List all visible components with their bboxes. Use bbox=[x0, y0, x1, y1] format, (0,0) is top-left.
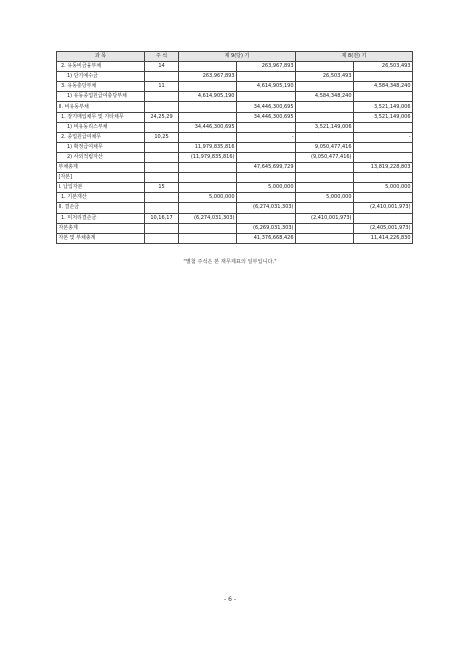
prior-detail-cell bbox=[296, 102, 354, 112]
current-total-cell bbox=[237, 142, 296, 152]
prior-detail-cell: 4,584,348,240 bbox=[296, 92, 354, 102]
account-cell: 1. 장기매입채무 및 기타채무 bbox=[57, 112, 145, 122]
note-cell bbox=[145, 223, 179, 233]
account-cell: 2. 유동비금융부채 bbox=[57, 62, 145, 72]
current-detail-cell bbox=[179, 163, 237, 173]
header-current-period: 제 9(당) 기 bbox=[179, 52, 296, 62]
account-cell: 1. 미처리결손금 bbox=[57, 213, 145, 223]
account-cell: 3. 유동충당부채 bbox=[57, 82, 145, 92]
current-detail-cell bbox=[179, 112, 237, 122]
prior-total-cell bbox=[354, 152, 413, 162]
note-cell: 14 bbox=[145, 62, 179, 72]
account-cell: 2. 종업원급여채무 bbox=[57, 132, 145, 142]
current-total-cell: 4,614,905,190 bbox=[237, 82, 296, 92]
note-cell: 11 bbox=[145, 82, 179, 92]
table-row bbox=[57, 92, 413, 102]
current-detail-cell bbox=[179, 102, 237, 112]
current-total-cell bbox=[237, 92, 296, 102]
balance-sheet-table bbox=[56, 51, 413, 244]
prior-total-cell bbox=[354, 213, 413, 223]
current-detail-cell bbox=[179, 173, 237, 183]
prior-total-cell bbox=[354, 173, 413, 183]
note-cell bbox=[145, 233, 179, 243]
prior-total-cell bbox=[354, 72, 413, 82]
account-cell: 1) 유동종업원급여충당부채 bbox=[57, 92, 145, 102]
prior-total-cell: 26,503,493 bbox=[354, 62, 413, 72]
prior-total-cell: 4,584,348,240 bbox=[354, 82, 413, 92]
prior-detail-cell bbox=[296, 183, 354, 193]
prior-total-cell bbox=[354, 92, 413, 102]
prior-detail-cell bbox=[296, 163, 354, 173]
prior-total-cell bbox=[354, 142, 413, 152]
prior-total-cell bbox=[354, 122, 413, 132]
current-detail-cell: 34,446,300,695 bbox=[179, 122, 237, 132]
table-row bbox=[57, 183, 413, 193]
table-row bbox=[57, 233, 413, 243]
account-cell: 1) 비유동리스부채 bbox=[57, 122, 145, 132]
account-cell: 1) 단기예수금 bbox=[57, 72, 145, 82]
prior-total-cell: 13,819,228,803 bbox=[354, 163, 413, 173]
note-cell bbox=[145, 163, 179, 173]
table-row bbox=[57, 152, 413, 162]
table-row bbox=[57, 132, 413, 142]
current-detail-cell bbox=[179, 183, 237, 193]
note-cell bbox=[145, 173, 179, 183]
current-total-cell: (6,274,031,303) bbox=[237, 203, 296, 213]
current-detail-cell: 4,614,905,190 bbox=[179, 92, 237, 102]
table-row bbox=[57, 102, 413, 112]
account-cell: II. 결손금 bbox=[57, 203, 145, 213]
prior-total-cell: 3,521,149,006 bbox=[354, 102, 413, 112]
current-total-cell bbox=[237, 122, 296, 132]
current-detail-cell: (6,274,031,303) bbox=[179, 213, 237, 223]
account-cell: II. 비유동부채 bbox=[57, 102, 145, 112]
note-cell bbox=[145, 122, 179, 132]
current-detail-cell bbox=[179, 233, 237, 243]
prior-detail-cell bbox=[296, 62, 354, 72]
current-detail-cell: 5,000,000 bbox=[179, 193, 237, 203]
prior-detail-cell bbox=[296, 203, 354, 213]
table-row bbox=[57, 163, 413, 173]
prior-total-cell: 11,414,226,830 bbox=[354, 233, 413, 243]
prior-total-cell: 5,000,000 bbox=[354, 183, 413, 193]
current-total-cell bbox=[237, 72, 296, 82]
prior-detail-cell bbox=[296, 112, 354, 122]
current-total-cell bbox=[237, 152, 296, 162]
account-cell: 2) 사외적립자산 bbox=[57, 152, 145, 162]
header-account: 과 목 bbox=[57, 52, 145, 62]
account-cell: 자본 및 부채총계 bbox=[57, 233, 145, 243]
note-cell: 15 bbox=[145, 183, 179, 193]
current-total-cell: 5,000,000 bbox=[237, 183, 296, 193]
prior-detail-cell: (9,050,477,416) bbox=[296, 152, 354, 162]
note-cell bbox=[145, 102, 179, 112]
current-total-cell bbox=[237, 193, 296, 203]
current-total-cell bbox=[237, 213, 296, 223]
prior-detail-cell: 26,503,493 bbox=[296, 72, 354, 82]
account-cell: [자본] bbox=[57, 173, 145, 183]
table-row bbox=[57, 112, 413, 122]
account-cell: I. 납입자본 bbox=[57, 183, 145, 193]
note-cell bbox=[145, 203, 179, 213]
prior-detail-cell bbox=[296, 82, 354, 92]
account-cell: 자본총계 bbox=[57, 223, 145, 233]
prior-detail-cell: 3,521,149,006 bbox=[296, 122, 354, 132]
current-total-cell: 47,645,699,729 bbox=[237, 163, 296, 173]
current-detail-cell bbox=[179, 62, 237, 72]
table-row bbox=[57, 223, 413, 233]
prior-total-cell: (2,405,001,973) bbox=[354, 223, 413, 233]
prior-detail-cell bbox=[296, 132, 354, 142]
table-row bbox=[57, 122, 413, 132]
current-total-cell: 41,376,668,426 bbox=[237, 233, 296, 243]
note-cell bbox=[145, 72, 179, 82]
header-prior-period: 제 8(전) 기 bbox=[296, 52, 413, 62]
current-total-cell: 34,446,300,695 bbox=[237, 112, 296, 122]
prior-total-cell: - bbox=[354, 132, 413, 142]
current-detail-cell: (11,979,835,816) bbox=[179, 152, 237, 162]
prior-total-cell: 3,521,149,006 bbox=[354, 112, 413, 122]
current-detail-cell bbox=[179, 223, 237, 233]
prior-total-cell: (2,410,001,973) bbox=[354, 203, 413, 213]
table-row bbox=[57, 72, 413, 82]
current-total-cell bbox=[237, 173, 296, 183]
table-row bbox=[57, 193, 413, 203]
current-total-cell: 263,967,893 bbox=[237, 62, 296, 72]
current-total-cell: - bbox=[237, 132, 296, 142]
page-number: - 6 - bbox=[224, 596, 236, 603]
prior-detail-cell: (2,410,001,973) bbox=[296, 213, 354, 223]
current-total-cell: (6,269,031,303) bbox=[237, 223, 296, 233]
note-cell bbox=[145, 193, 179, 203]
account-cell: 부채총계 bbox=[57, 163, 145, 173]
table-row bbox=[57, 173, 413, 183]
note-cell bbox=[145, 152, 179, 162]
table-header-row bbox=[57, 52, 413, 62]
current-detail-cell bbox=[179, 203, 237, 213]
current-total-cell: 34,446,300,695 bbox=[237, 102, 296, 112]
table-row bbox=[57, 82, 413, 92]
prior-detail-cell: 9,050,477,416 bbox=[296, 142, 354, 152]
header-note: 주 석 bbox=[145, 52, 179, 62]
account-cell: 1) 확정급여채무 bbox=[57, 142, 145, 152]
prior-total-cell bbox=[354, 193, 413, 203]
current-detail-cell bbox=[179, 82, 237, 92]
current-detail-cell bbox=[179, 132, 237, 142]
account-cell: 1. 기본재산 bbox=[57, 193, 145, 203]
prior-detail-cell bbox=[296, 223, 354, 233]
prior-detail-cell: 5,000,000 bbox=[296, 193, 354, 203]
prior-detail-cell bbox=[296, 173, 354, 183]
table-row bbox=[57, 142, 413, 152]
current-detail-cell: 11,979,835,816 bbox=[179, 142, 237, 152]
note-cell: 24,25,29 bbox=[145, 112, 179, 122]
table-row bbox=[57, 213, 413, 223]
note-cell bbox=[145, 92, 179, 102]
table-body bbox=[57, 62, 413, 244]
current-detail-cell: 263,967,893 bbox=[179, 72, 237, 82]
prior-detail-cell bbox=[296, 233, 354, 243]
note-cell: 10,16,17 bbox=[145, 213, 179, 223]
table-row bbox=[57, 203, 413, 213]
note-cell: 10,25 bbox=[145, 132, 179, 142]
note-cell bbox=[145, 142, 179, 152]
table-row bbox=[57, 62, 413, 72]
footnote: "별첨 주석은 본 재무제표의 일부입니다." bbox=[183, 259, 277, 265]
